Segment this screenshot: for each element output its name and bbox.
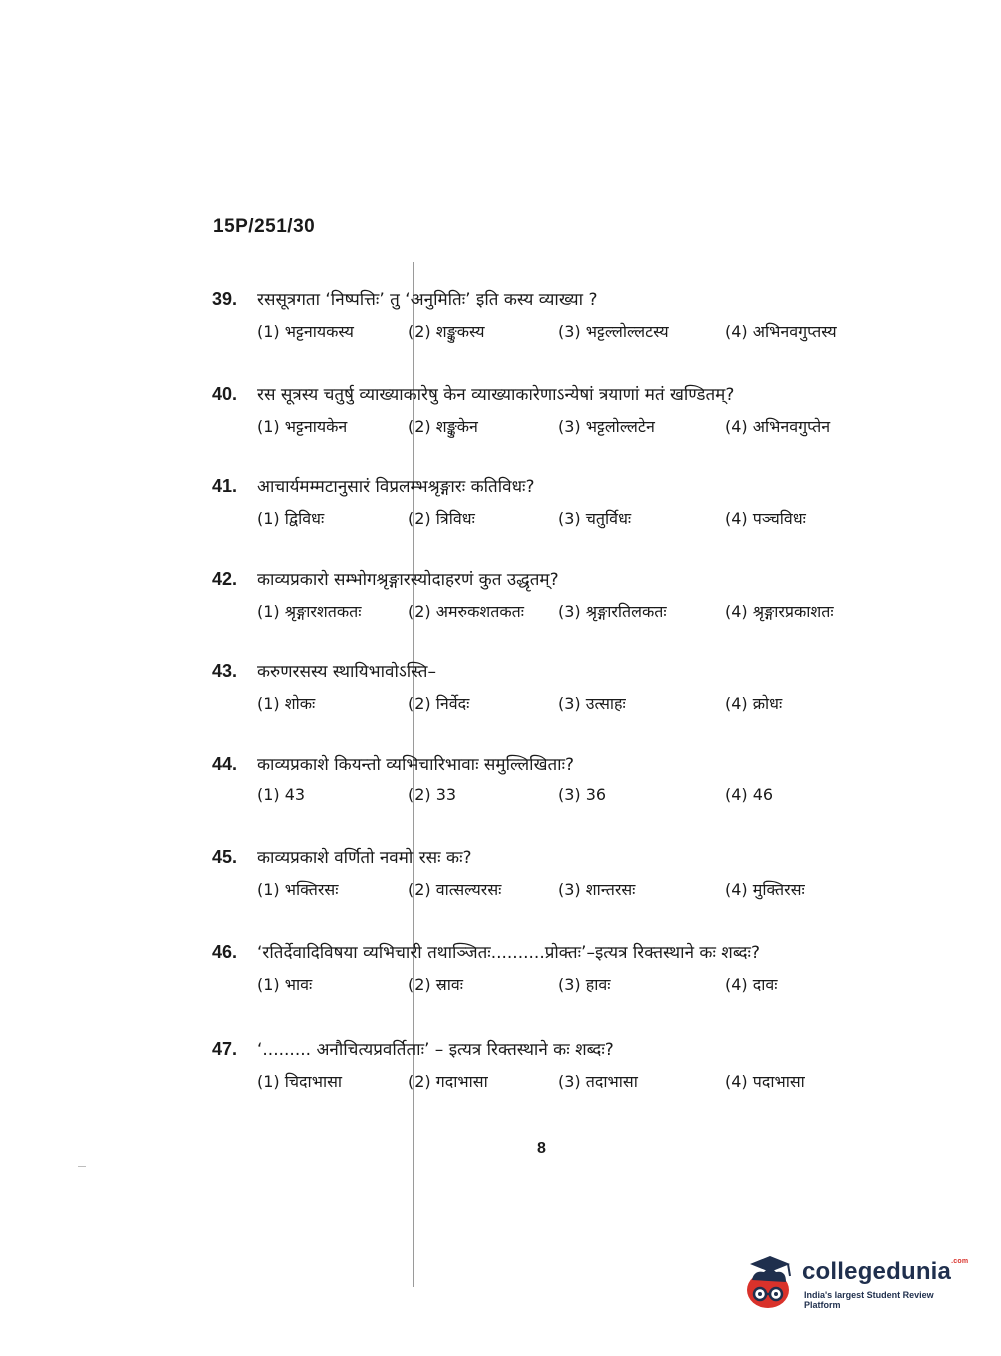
question-40 xyxy=(212,382,872,441)
option-1: (1) शोकः xyxy=(257,694,316,713)
option-4: (4) अभिनवगुप्तेन xyxy=(725,417,831,436)
option-4: (4) मुक्तिरसः xyxy=(725,880,805,899)
logo-tagline: India's largest Student Review Platform xyxy=(804,1290,934,1310)
option-3: (3) उत्साहः xyxy=(558,694,626,713)
question-text: काव्यप्रकाशे कियन्तो व्यभिचारिभावाः समुल्लिखिताः? xyxy=(257,755,575,775)
option-4: (4) पदाभासा xyxy=(725,1072,805,1091)
option-2: (2) अमरुकशतकतः xyxy=(408,602,525,621)
option-4: (4) अभिनवगुप्तस्य xyxy=(725,322,837,341)
option-list xyxy=(212,600,872,626)
question-number: 42. xyxy=(212,569,238,589)
question-41 xyxy=(212,474,872,533)
option-list xyxy=(212,507,872,533)
option-list xyxy=(212,878,872,904)
option-4: (4) क्रोधः xyxy=(725,694,783,713)
page-number: 8 xyxy=(537,1140,546,1157)
question-text: रससूत्रगता ‘निष्पत्तिः’ तु ‘अनुमितिः’ इति कस्य व्याख्या ? xyxy=(257,290,598,310)
question-text: काव्यप्रकाशे वर्णितो नवमो रसः कः? xyxy=(257,848,472,868)
option-4: (4) श्रृङ्गारप्रकाशतः xyxy=(725,602,834,621)
option-2: (2) वात्सल्यरसः xyxy=(408,880,502,899)
logo-wordmark: collegedunia$^{.com}$ xyxy=(802,1258,969,1285)
option-4: (4) पञ्चविधः xyxy=(725,509,806,528)
mascot-icon xyxy=(740,1250,800,1310)
question-number: 40. xyxy=(212,384,238,404)
question-number: 46. xyxy=(212,942,238,962)
option-3: (3) हावः xyxy=(558,975,611,994)
scan-mark xyxy=(78,1166,86,1167)
question-46 xyxy=(212,940,872,999)
option-1: (1) भट्टनायकस्य xyxy=(257,322,354,341)
logo-domain-suffix: .com xyxy=(951,1258,969,1265)
option-3: (3) भट्टलोल्लटेन xyxy=(558,417,655,436)
question-44 xyxy=(212,752,872,811)
question-text: करुणरसस्य स्थायिभावोऽस्ति– xyxy=(257,662,436,682)
option-3: (3) तदाभासा xyxy=(558,1072,638,1091)
option-2: (2) त्रिविधः xyxy=(408,509,475,528)
question-number: 41. xyxy=(212,476,238,496)
question-number: 47. xyxy=(212,1039,238,1059)
question-39 xyxy=(212,287,872,346)
option-list xyxy=(212,973,872,999)
option-4: (4) 46 xyxy=(725,785,774,804)
option-list xyxy=(212,415,872,441)
option-3: (3) 36 xyxy=(558,785,607,804)
option-3: (3) शान्तरसः xyxy=(558,880,636,899)
option-list xyxy=(212,320,872,346)
question-43 xyxy=(212,659,872,718)
option-2: (2) शङ्कुकस्य xyxy=(408,322,485,341)
question-number: 43. xyxy=(212,661,238,681)
question-text: काव्यप्रकारो सम्भोगश्रृङ्गारस्योदाहरणं कुत उद्धृतम्? xyxy=(257,570,559,590)
question-text: ‘......... अनौचित्यप्रवर्तिताः’ – इत्यत्र रिक्तस्थाने कः शब्दः? xyxy=(257,1040,614,1060)
option-1: (1) चिदाभासा xyxy=(257,1072,343,1091)
option-2: (2) गदाभासा xyxy=(408,1072,488,1091)
option-2: (2) स्रावः xyxy=(408,975,463,994)
option-1: (1) द्विविधः xyxy=(257,509,325,528)
question-text: रस सूत्रस्य चतुर्षु व्याख्याकारेषु केन व्याख्याकारेणाऽन्येषां त्रयाणां मतं खण्डितम्? xyxy=(257,385,735,405)
question-text: ‘रतिर्देवादिविषया व्यभिचारी तथाञ्जितः..........प्रोक्तः’–इत्यत्र रिक्तस्थाने कः शब्दः? xyxy=(257,943,761,963)
question-42 xyxy=(212,567,872,626)
option-list xyxy=(212,785,872,811)
option-3: (3) श्रृङ्गारतिलकतः xyxy=(558,602,667,621)
option-list xyxy=(212,692,872,718)
question-number: 45. xyxy=(212,847,238,867)
option-1: (1) भक्तिरसः xyxy=(257,880,339,899)
option-2: (2) 33 xyxy=(408,785,457,804)
option-3: (3) चतुर्विधः xyxy=(558,509,632,528)
option-1: (1) भट्टनायकेन xyxy=(257,417,348,436)
question-number: 39. xyxy=(212,289,238,309)
question-45 xyxy=(212,845,872,904)
option-2: (2) निर्वेदः xyxy=(408,694,470,713)
option-3: (3) भट्टल्लोल्लटस्य xyxy=(558,322,669,341)
question-text: आचार्यमम्मटानुसारं विप्रलम्भश्रृङ्गारः कतिविधः? xyxy=(257,477,535,497)
option-1: (1) भावः xyxy=(257,975,313,994)
paper-code: 15P/251/30 xyxy=(213,216,316,237)
question-47 xyxy=(212,1037,872,1096)
option-1: (1) 43 xyxy=(257,785,306,804)
option-1: (1) श्रृङ्गारशतकतः xyxy=(257,602,362,621)
option-4: (4) दावः xyxy=(725,975,778,994)
option-2: (2) शङ्कुकेन xyxy=(408,417,478,436)
collegedunia-logo xyxy=(740,1250,970,1312)
question-number: 44. xyxy=(212,754,238,774)
option-list xyxy=(212,1070,872,1096)
